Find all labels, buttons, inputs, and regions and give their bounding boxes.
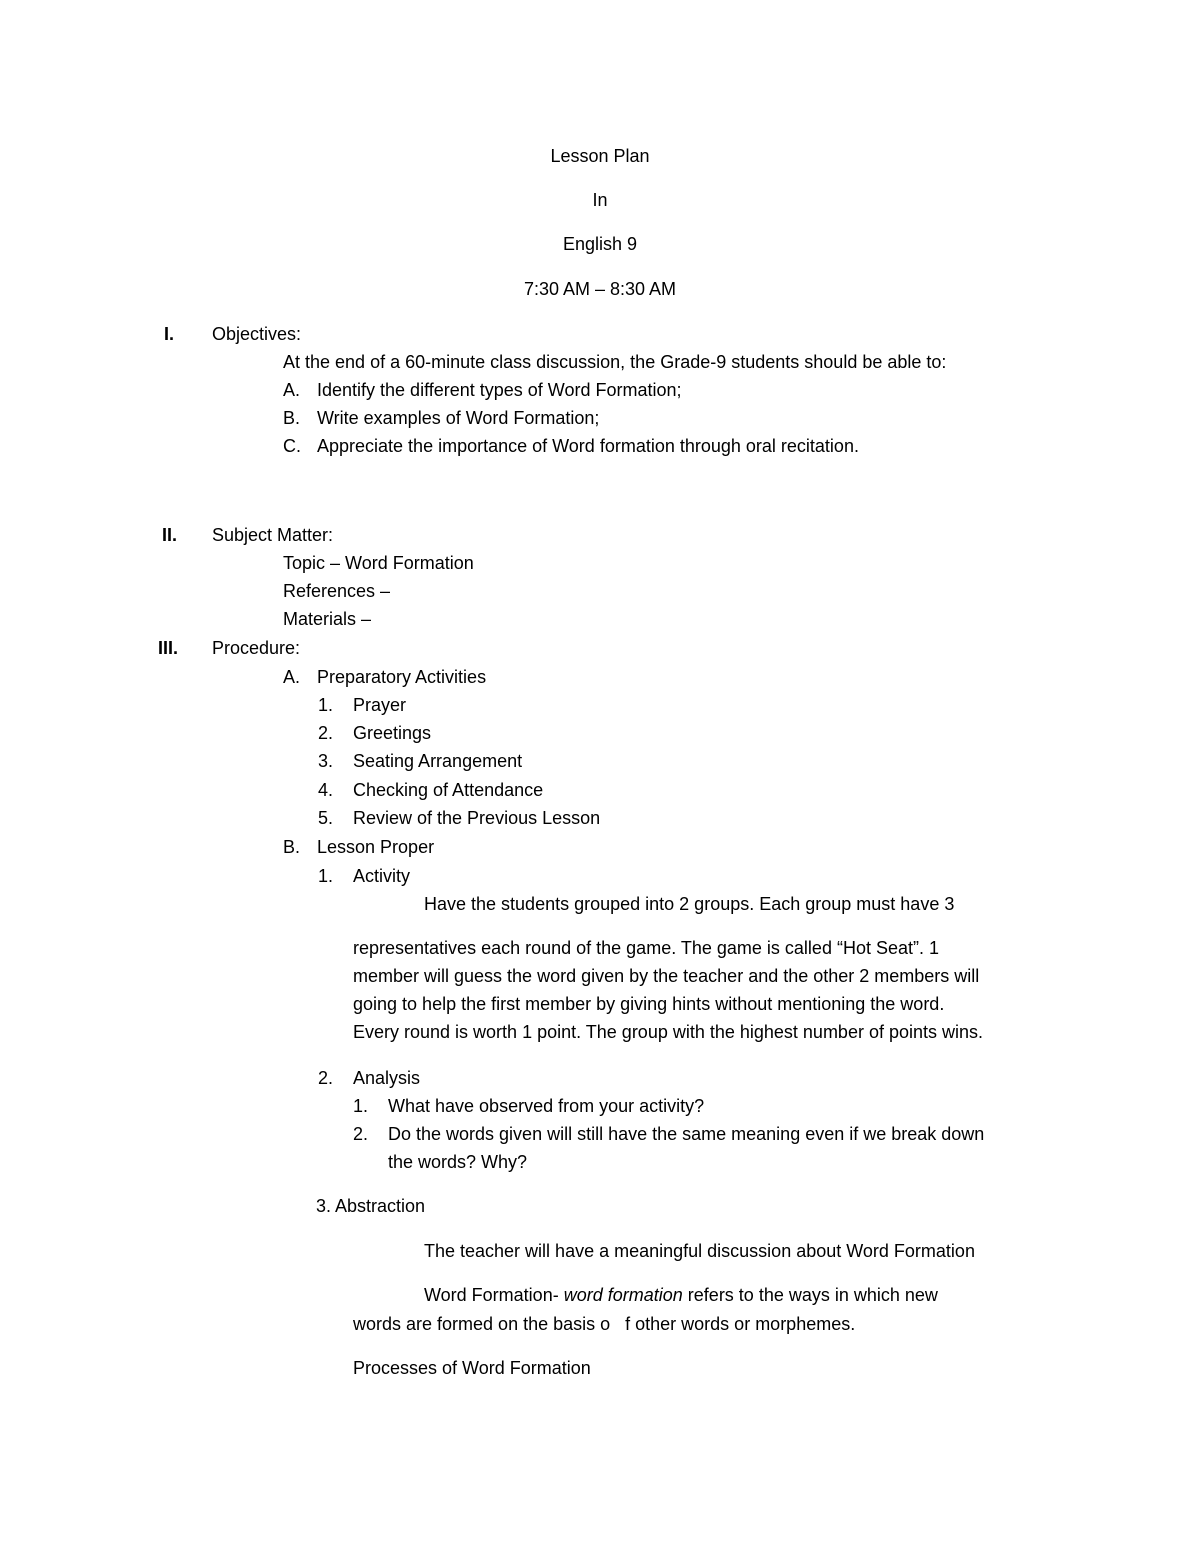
objective-marker: C. [283,436,301,456]
question-text: What have observed from your activity? [388,1096,705,1116]
list-item: Prayer [353,695,407,715]
section-title-subject-matter: Subject Matter: [212,525,334,545]
activity-text-line: Have the students grouped into 2 groups. Each group must have 3 [424,894,955,914]
section-title-objectives: Objectives: [212,324,302,344]
definition-italic-term: word formation [563,1285,683,1305]
definition-term: Word Formation- [424,1285,559,1305]
section-numeral-procedure: III. [158,638,179,658]
list-marker: 1. [318,866,334,886]
abstraction-title: 3. Abstraction [316,1196,426,1216]
title-time: 7:30 AM – 8:30 AM [523,279,677,299]
question-text: Do the words given will still have the same meaning even if we break down [388,1124,985,1144]
list-item: Checking of Attendance [353,780,544,800]
activity-text-line: representatives each round of the game. The game is called “Hot Seat”. 1 [353,938,939,958]
subsection-marker: A. [283,667,301,687]
abstraction-discussion: The teacher will have a meaningful discussion about Word Formation [424,1241,975,1261]
title-lesson-plan: Lesson Plan [550,146,650,166]
list-marker: 4. [318,780,334,800]
question-marker: 2. [353,1124,369,1144]
objectives-intro: At the end of a 60-minute class discussion, the Grade-9 students should be able to: [283,352,947,372]
section-title-procedure: Procedure: [212,638,301,658]
list-marker: 5. [318,808,334,828]
objective-item: Appreciate the importance of Word formation through oral recitation. [317,436,859,456]
processes-heading: Processes of Word Formation [353,1358,591,1378]
list-item: Seating Arrangement [353,751,523,771]
subsection-title-preparatory: Preparatory Activities [317,667,487,687]
objective-marker: B. [283,408,301,428]
section-numeral-subject-matter: II. [162,525,178,545]
activity-text-line: member will guess the word given by the teacher and the other 2 members will [353,966,980,986]
subsection-title-lesson-proper: Lesson Proper [317,837,435,857]
definition-line-2: words are formed on the basis o f other words or morphemes. [353,1314,856,1334]
objective-item: Identify the different types of Word Formation; [317,380,682,400]
section-numeral-objectives: I. [164,324,175,344]
subject-materials: Materials – [283,609,372,629]
analysis-title: Analysis [353,1068,421,1088]
activity-title: Activity [353,866,411,886]
list-item: Greetings [353,723,432,743]
title-in: In [592,190,608,210]
question-text-continued: the words? Why? [388,1152,528,1172]
activity-text-line: going to help the first member by giving hints without mentioning the word. [353,994,945,1014]
list-marker: 2. [318,723,334,743]
objective-marker: A. [283,380,301,400]
definition-rest: refers to the ways in which new [687,1285,938,1305]
question-marker: 1. [353,1096,369,1116]
title-subject: English 9 [562,234,638,254]
list-marker: 1. [318,695,334,715]
subject-references: References – [283,581,391,601]
list-item: Review of the Previous Lesson [353,808,601,828]
subject-topic: Topic – Word Formation [283,553,474,573]
list-marker: 2. [318,1068,334,1088]
subsection-marker: B. [283,837,301,857]
definition-line [424,1284,938,1306]
list-marker: 3. [318,751,334,771]
activity-text-line: Every round is worth 1 point. The group with the highest number of points wins. [353,1022,984,1042]
objective-item: Write examples of Word Formation; [317,408,600,428]
